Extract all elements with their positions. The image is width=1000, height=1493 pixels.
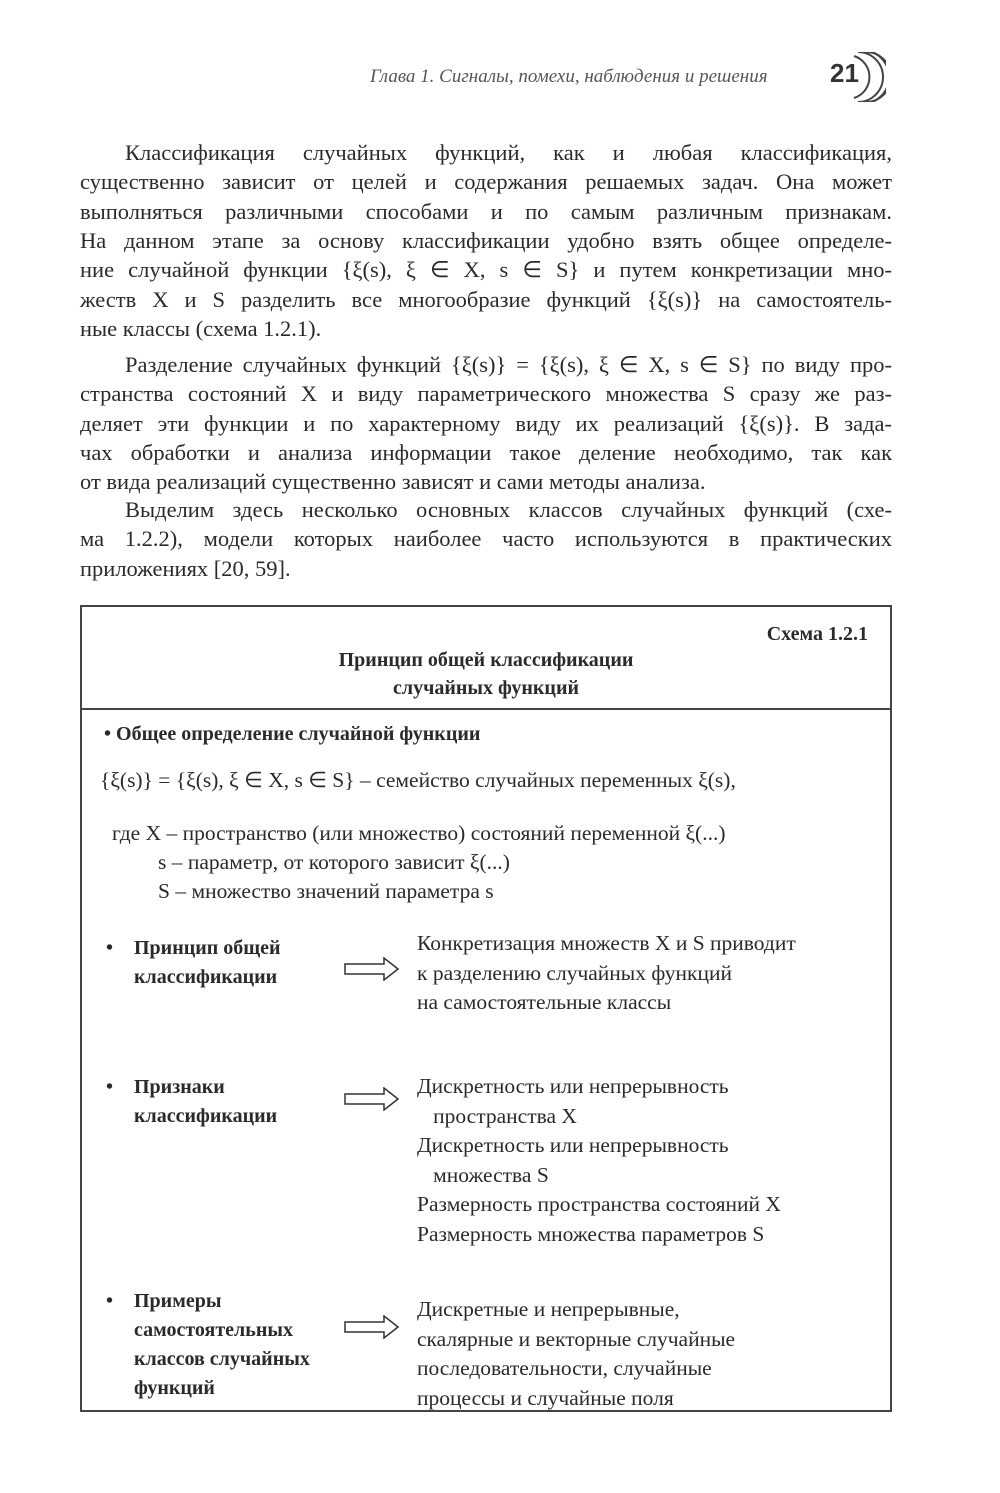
where-3: S – множество значений параметра s — [158, 879, 494, 903]
where-2: s – параметр, от которого зависит ξ(...) — [158, 850, 510, 874]
row-text: пространства X — [417, 1103, 577, 1128]
scheme-box — [80, 605, 892, 1412]
row-label: классов случайных — [134, 1348, 310, 1370]
text-line: деляет эти функции и по характерному виду их реализаций {ξ(s)}. В зада- — [80, 410, 892, 436]
row-text: процессы и случайные поля — [417, 1385, 674, 1410]
page-number-text: 21 — [830, 58, 859, 88]
text-line: от вида реализаций существенно зависят и сами методы анализа. — [80, 469, 706, 495]
row-text: множества S — [417, 1162, 549, 1187]
text-line: ные классы (схема 1.2.1). — [80, 315, 322, 341]
row-text: скалярные и векторные случайные — [417, 1326, 736, 1351]
bullet: • — [106, 1076, 114, 1098]
row-text: Размерность множества параметров S — [417, 1221, 765, 1246]
text-line: Классификация случайных функций, как и любая классификация, — [125, 140, 892, 165]
where-1: где X – пространство (или множество) состояний переменной ξ(...) — [112, 821, 726, 845]
text-line: ма 1.2.2), модели которых наиболее часто используются в практических — [80, 526, 892, 552]
text-line: приложениях [20, 59]. — [80, 555, 291, 581]
text-line: чах обработки и анализа информации такое деление необходимо, так как — [80, 439, 892, 465]
row-text: Конкретизация множеств X и S приводит — [417, 931, 796, 955]
double-arrow-icon — [344, 1315, 400, 1339]
row-text: Дискретность или непрерывность — [417, 1133, 729, 1157]
formula: {ξ(s)} = {ξ(s), ξ ∈ X, s ∈ S} – семейство случайных переменных ξ(s), — [100, 768, 736, 792]
bullet: • — [106, 937, 114, 959]
row-label: Признаки — [134, 1076, 225, 1098]
row-label: функций — [134, 1377, 215, 1399]
double-arrow-icon — [344, 1087, 400, 1111]
row-text: Дискретные и непрерывные, — [417, 1297, 680, 1321]
scheme-title-1: Принцип общей классификации — [338, 649, 634, 671]
row-label: Принцип общей — [134, 937, 281, 959]
text-line: На данном этапе за основу классификации удобно взять общее определе- — [80, 227, 892, 253]
row-text: последовательности, случайные — [417, 1356, 712, 1380]
text-line: Выделим здесь несколько основных классов случайных функций (схе- — [125, 497, 892, 522]
text-line: странства состояний X и виду параметрического множества S сразу же раз- — [80, 381, 892, 407]
double-arrow-icon — [344, 957, 400, 981]
row-label: классификации — [134, 1105, 278, 1127]
running-title: Глава 1. Сигналы, помехи, наблюдения и решения — [370, 66, 768, 87]
row-text: Размерность пространства состояний X — [417, 1192, 781, 1216]
definition-heading-text: Общее определение случайной функции — [116, 723, 481, 745]
row-label: классификации — [134, 966, 278, 988]
row-text: на самостоятельные классы — [417, 990, 672, 1014]
row-text: к разделению случайных функций — [417, 960, 732, 985]
text-line: Разделение случайных функций {ξ(s)} = {ξ(s), ξ ∈ X, s ∈ S} по виду про- — [125, 352, 892, 377]
text-line: существенно зависит от целей и содержания решаемых задач. Она может — [80, 169, 892, 195]
row-text: Дискретность или непрерывность — [417, 1074, 729, 1098]
row-label: самостоятельных — [134, 1319, 293, 1341]
text-line: выполняться различными способами и по самым различным признакам. — [80, 198, 892, 224]
row-label: Примеры — [134, 1290, 222, 1312]
divider — [82, 708, 890, 710]
scheme-title-2: случайных функций — [393, 677, 579, 699]
definition-heading: • Общее определение случайной функции — [104, 723, 481, 745]
scheme-label: Схема 1.2.1 — [766, 623, 868, 645]
text-line: жеств X и S разделить все многообразие функций {ξ(s)} на самостоятель- — [80, 286, 892, 312]
page-number — [826, 52, 886, 102]
bullet: • — [106, 1290, 114, 1312]
text-line: ние случайной функции {ξ(s), ξ ∈ X, s ∈ S} и путем конкретизации мно- — [80, 257, 892, 283]
